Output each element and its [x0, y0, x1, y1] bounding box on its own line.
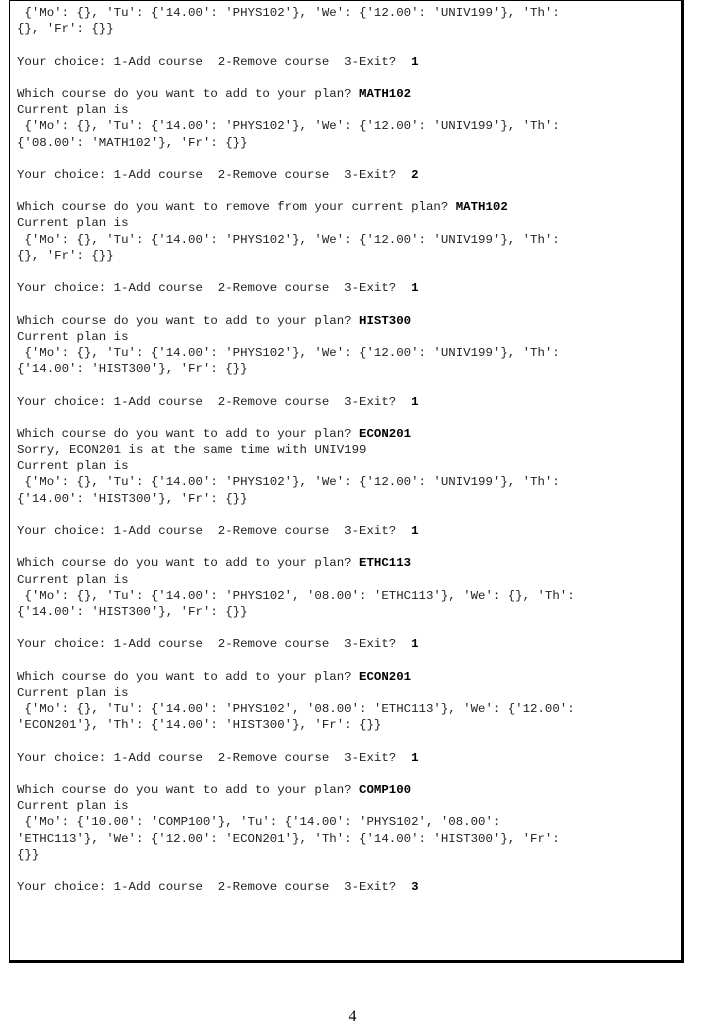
user-input: 1 [411, 750, 419, 765]
output-line [17, 701, 675, 717]
user-input: MATH102 [455, 200, 508, 215]
blank-line [17, 151, 675, 167]
output-line [17, 814, 675, 830]
user-input: ECON201 [359, 669, 412, 684]
line-text: Your choice: 1-Add course 2-Remove course 3-Exit? [17, 167, 412, 182]
line-text: {'Mo': {}, 'Tu': {'14.00': 'PHYS102'}, 'We': {'12.00': 'UNIV199'}, 'Th': [17, 6, 560, 20]
blank-line [17, 377, 675, 393]
line-text: {'Mo': {'10.00': 'COMP100'}, 'Tu': {'14.00': 'PHYS102', '08.00': [17, 815, 501, 830]
blank-line [17, 766, 675, 782]
line-text: Current plan is [17, 216, 129, 231]
output-line [17, 361, 675, 377]
prompt-line [17, 280, 675, 296]
prompt-line [17, 394, 675, 410]
user-input: 1 [411, 281, 419, 296]
line-text: {}} [17, 847, 40, 862]
blank-line [17, 863, 675, 879]
user-input: 1 [411, 637, 419, 652]
user-input: 1 [411, 394, 419, 409]
line-text: Current plan is [17, 459, 129, 474]
output-line [17, 215, 675, 231]
line-text: {'Mo': {}, 'Tu': {'14.00': 'PHYS102'}, 'We': {'12.00': 'UNIV199'}, 'Th': [17, 232, 560, 247]
prompt-line [17, 54, 675, 70]
line-text: Which course do you want to add to your plan? [17, 86, 360, 101]
output-line [17, 685, 675, 701]
blank-line [17, 620, 675, 636]
line-text: Which course do you want to remove from your current plan? [17, 200, 456, 215]
blank-line [17, 507, 675, 523]
page-number: 4 [348, 1008, 357, 1025]
prompt-line [17, 86, 675, 102]
prompt-line [17, 426, 675, 442]
output-line [17, 442, 675, 458]
line-text: Which course do you want to add to your plan? [17, 426, 360, 441]
output-line [17, 5, 675, 21]
prompt-line [17, 523, 675, 539]
output-line [17, 588, 675, 604]
line-text: {'Mo': {}, 'Tu': {'14.00': 'PHYS102'}, 'We': {'12.00': 'UNIV199'}, 'Th': [17, 475, 560, 490]
line-text: 'ECON201'}, 'Th': {'14.00': 'HIST300'}, 'Fr': {}} [17, 718, 382, 733]
output-line [17, 345, 675, 361]
line-text: Your choice: 1-Add course 2-Remove course 3-Exit? [17, 394, 412, 409]
line-text: Your choice: 1-Add course 2-Remove course 3-Exit? [17, 750, 412, 765]
console-output-box [9, 0, 684, 963]
line-text: Your choice: 1-Add course 2-Remove course 3-Exit? [17, 281, 412, 296]
prompt-line [17, 782, 675, 798]
line-text: Current plan is [17, 103, 129, 118]
line-text: {'08.00': 'MATH102'}, 'Fr': {}} [17, 135, 248, 150]
line-text: Current plan is [17, 329, 129, 344]
prompt-line [17, 669, 675, 685]
line-text: Your choice: 1-Add course 2-Remove course 3-Exit? [17, 54, 412, 69]
prompt-line [17, 750, 675, 766]
line-text: {'14.00': 'HIST300'}, 'Fr': {}} [17, 604, 248, 619]
blank-line [17, 70, 675, 86]
output-line [17, 248, 675, 264]
output-line [17, 572, 675, 588]
line-text: Which course do you want to add to your plan? [17, 313, 360, 328]
user-input: 2 [411, 167, 419, 182]
line-text: {}, 'Fr': {}} [17, 248, 114, 263]
user-input: ETHC113 [359, 556, 412, 571]
line-text: Your choice: 1-Add course 2-Remove course 3-Exit? [17, 524, 412, 538]
line-text: Current plan is [17, 572, 129, 587]
blank-line [17, 37, 675, 53]
prompt-line [17, 199, 675, 215]
line-text: Your choice: 1-Add course 2-Remove course 3-Exit? [17, 880, 412, 895]
line-text: Which course do you want to add to your plan? [17, 783, 360, 797]
prompt-line [17, 879, 675, 895]
output-line [17, 232, 675, 248]
output-line [17, 118, 675, 134]
output-line [17, 847, 675, 863]
blank-line [17, 733, 675, 749]
line-text: Current plan is [17, 799, 129, 814]
prompt-line [17, 313, 675, 329]
line-text: {}, 'Fr': {}} [17, 22, 114, 37]
output-line [17, 604, 675, 620]
blank-line [17, 653, 675, 669]
line-text: Which course do you want to add to your plan? [17, 556, 360, 571]
output-line [17, 458, 675, 474]
line-text: {'14.00': 'HIST300'}, 'Fr': {}} [17, 491, 248, 506]
line-text: Your choice: 1-Add course 2-Remove course 3-Exit? [17, 637, 412, 652]
output-line [17, 474, 675, 490]
output-line [17, 21, 675, 37]
line-text: Which course do you want to add to your plan? [17, 669, 360, 684]
prompt-line [17, 555, 675, 571]
line-text: {'Mo': {}, 'Tu': {'14.00': 'PHYS102', '08.00': 'ETHC113'}, 'We': {}, 'Th': [17, 588, 575, 603]
user-input: 1 [411, 54, 419, 69]
output-line [17, 717, 675, 733]
output-line [17, 135, 675, 151]
line-text: {'14.00': 'HIST300'}, 'Fr': {}} [17, 362, 248, 377]
output-line [17, 102, 675, 118]
line-text: Current plan is [17, 685, 129, 700]
blank-line [17, 296, 675, 312]
line-text: {'Mo': {}, 'Tu': {'14.00': 'PHYS102', '08.00': 'ETHC113'}, 'We': {'12.00': [17, 702, 575, 717]
blank-line [17, 264, 675, 280]
output-line [17, 491, 675, 507]
user-input: HIST300 [359, 313, 412, 328]
line-text: Sorry, ECON201 is at the same time with UNIV199 [17, 443, 367, 458]
line-text: 'ETHC113'}, 'We': {'12.00': 'ECON201'}, 'Th': {'14.00': 'HIST300'}, 'Fr': [17, 831, 560, 846]
line-text: {'Mo': {}, 'Tu': {'14.00': 'PHYS102'}, 'We': {'12.00': 'UNIV199'}, 'Th': [17, 119, 560, 134]
blank-line [17, 183, 675, 199]
output-line [17, 831, 675, 847]
blank-line [17, 539, 675, 555]
output-line [17, 798, 675, 814]
output-line [17, 329, 675, 345]
line-text: {'Mo': {}, 'Tu': {'14.00': 'PHYS102'}, 'We': {'12.00': 'UNIV199'}, 'Th': [17, 345, 560, 360]
blank-line [17, 410, 675, 426]
user-input: MATH102 [359, 86, 412, 101]
prompt-line [17, 636, 675, 652]
prompt-line [17, 167, 675, 183]
user-input: ECON201 [359, 426, 412, 441]
user-input: 3 [411, 880, 419, 895]
user-input: 1 [411, 524, 419, 538]
user-input: COMP100 [359, 783, 412, 797]
